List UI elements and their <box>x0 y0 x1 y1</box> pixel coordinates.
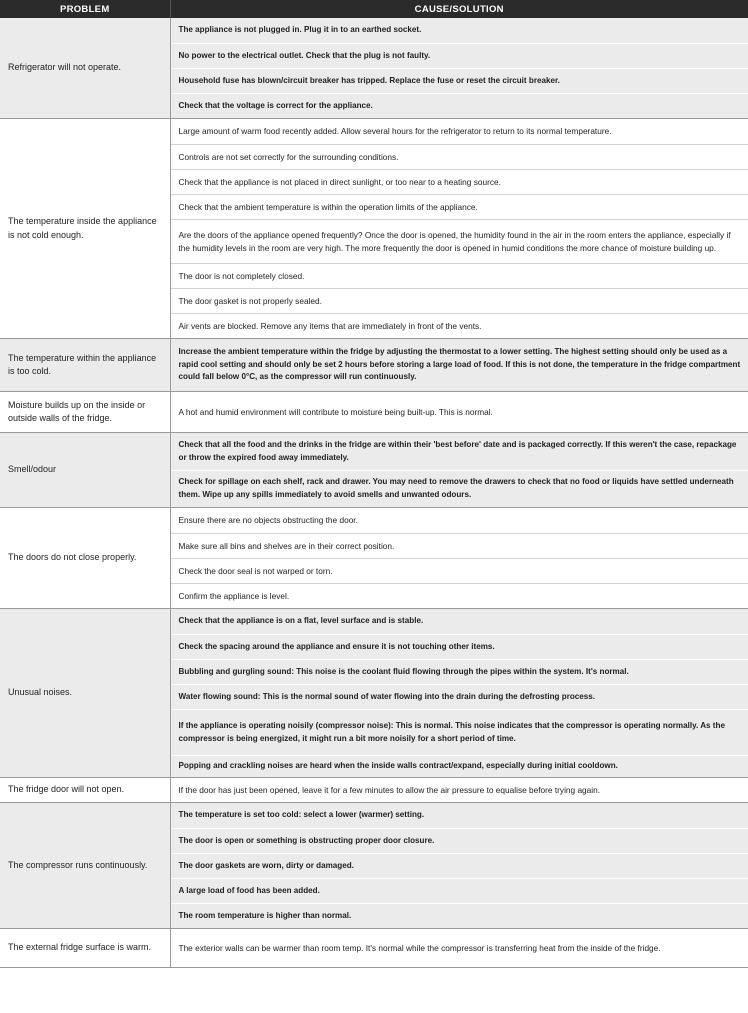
cause-solution-item: Check that the appliance is not placed in direct sunlight, or too near to a heating source. <box>171 169 748 194</box>
cause-solution-item: The door is not completely closed. <box>171 263 748 288</box>
cause-solution-cell <box>170 508 748 609</box>
cause-solution-cell <box>170 119 748 339</box>
table-row <box>0 119 748 339</box>
table-row <box>0 339 748 392</box>
problem-cell: Unusual noises. <box>0 609 170 778</box>
cause-solution-cell <box>170 929 748 968</box>
cause-solution-item: Confirm the appliance is level. <box>171 583 748 608</box>
cause-solution-item: Air vents are blocked. Remove any items that are immediately in front of the vents. <box>171 313 748 338</box>
cause-solution-item: A hot and humid environment will contribute to moisture being built-up. This is normal. <box>178 406 493 417</box>
cause-solution-item: The door gasket is not properly sealed. <box>171 288 748 313</box>
table-body <box>0 18 748 968</box>
table-row <box>0 929 748 968</box>
table-row <box>0 392 748 433</box>
cause-solution-cell <box>170 778 748 803</box>
cause-solution-item: Check that the ambient temperature is within the operation limits of the appliance. <box>171 194 748 219</box>
cause-solution-item: The door is open or something is obstructing proper door closure. <box>171 828 748 853</box>
problem-cell: The compressor runs continuously. <box>0 803 170 929</box>
cause-solution-cell <box>170 803 748 929</box>
problem-cell: The external fridge surface is warm. <box>0 929 170 968</box>
cause-solution-cell <box>170 609 748 778</box>
cause-solution-item: If the door has just been opened, leave it for a few minutes to allow the air pressure to equalise before trying again. <box>178 784 601 795</box>
table-row <box>0 803 748 929</box>
cause-solution-item: Make sure all bins and shelves are in their correct position. <box>171 533 748 558</box>
cause-solution-item: Bubbling and gurgling sound: This noise is the coolant fluid flowing through the pipes within the system. It's normal. <box>171 659 748 684</box>
problem-cell: Refrigerator will not operate. <box>0 18 170 119</box>
table-row <box>0 508 748 609</box>
table-header-row <box>0 0 748 18</box>
table-row <box>0 609 748 778</box>
cause-solution-item: Water flowing sound: This is the normal sound of water flowing into the drain during the defrosting process. <box>171 684 748 709</box>
problem-cell: The temperature within the appliance is too cold. <box>0 339 170 392</box>
cause-solution-item: Increase the ambient temperature within the fridge by adjusting the thermostat to a lower setting. The highest setting should only be used as a rapid cool setting and should only be set 2 hours before storing a large load of food. If this is not done, the temperature in the fridge compartment could fall below 0°C, as the compressor will run continuously. <box>178 347 741 382</box>
cause-solution-cell <box>170 392 748 433</box>
problem-cell: Moisture builds up on the inside or outside walls of the fridge. <box>0 392 170 433</box>
cause-solution-item: If the appliance is operating noisily (compressor noise): This is normal. This noise indicates that the compressor is operating normally. As the compressor is being energized, it might run a bit more noisily for a short period of time. <box>171 709 748 755</box>
cause-solution-column-header: CAUSE/SOLUTION <box>170 0 748 18</box>
cause-solution-item: Check that all the food and the drinks in the fridge are within their 'best before' date and is packaged correctly. If this weren't the case, repackage or throw the expired food away immediately. <box>178 439 737 462</box>
problem-cell: The fridge door will not open. <box>0 778 170 803</box>
cause-solution-item: Controls are not set correctly for the surrounding conditions. <box>171 144 748 169</box>
table-row <box>0 433 748 508</box>
cause-solution-item: The exterior walls can be warmer than room temp. It's normal while the compressor is transferring heat from the inside of the fridge. <box>178 942 661 953</box>
cause-solution-item: Check the spacing around the appliance and ensure it is not touching other items. <box>171 634 748 659</box>
cause-solution-item: The temperature is set too cold: select a lower (warmer) setting. <box>178 810 425 820</box>
cause-solution-cell <box>170 339 748 392</box>
problem-cell: The doors do not close properly. <box>0 508 170 609</box>
cause-solution-item: A large load of food has been added. <box>171 878 748 903</box>
cause-solution-item: The door gaskets are worn, dirty or damaged. <box>171 853 748 878</box>
problem-cell: The temperature inside the appliance is not cold enough. <box>0 119 170 339</box>
cause-solution-item: Check that the appliance is on a flat, level surface and is stable. <box>178 616 424 626</box>
cause-solution-item: The appliance is not plugged in. Plug it in to an earthed socket. <box>178 25 422 35</box>
cause-solution-cell <box>170 18 748 119</box>
table-row <box>0 18 748 119</box>
cause-solution-cell <box>170 433 748 508</box>
cause-solution-item: Check that the voltage is correct for the appliance. <box>171 93 748 118</box>
table-row <box>0 778 748 803</box>
cause-solution-item: Ensure there are no objects obstructing the door. <box>178 515 358 526</box>
problem-cell: Smell/odour <box>0 433 170 508</box>
problem-column-header: PROBLEM <box>0 0 170 18</box>
cause-solution-item: Check for spillage on each shelf, rack and drawer. You may need to remove the drawers to check that no food or liquids have settled underneath them. Wipe up any spills immediately to avoid smells and unwanted odours. <box>171 470 748 507</box>
cause-solution-item: Check the door seal is not warped or torn. <box>171 558 748 583</box>
cause-solution-item: Large amount of warm food recently added. Allow several hours for the refrigerator to return to its normal temperature. <box>178 126 612 137</box>
cause-solution-item: No power to the electrical outlet. Check that the plug is not faulty. <box>171 43 748 68</box>
cause-solution-item: Household fuse has blown/circuit breaker has tripped. Replace the fuse or reset the circuit breaker. <box>171 68 748 93</box>
cause-solution-item: Are the doors of the appliance opened frequently? Once the door is opened, the humidity found in the air in the room enters the appliance, especially if the humidity levels in the room are very high. The more frequently the door is opened in humid conditions the more chance of moisture building up. <box>171 219 748 263</box>
cause-solution-item: The room temperature is higher than normal. <box>171 903 748 928</box>
cause-solution-item: Popping and crackling noises are heard when the inside walls contract/expand, especially during initial cooldown. <box>171 755 748 777</box>
